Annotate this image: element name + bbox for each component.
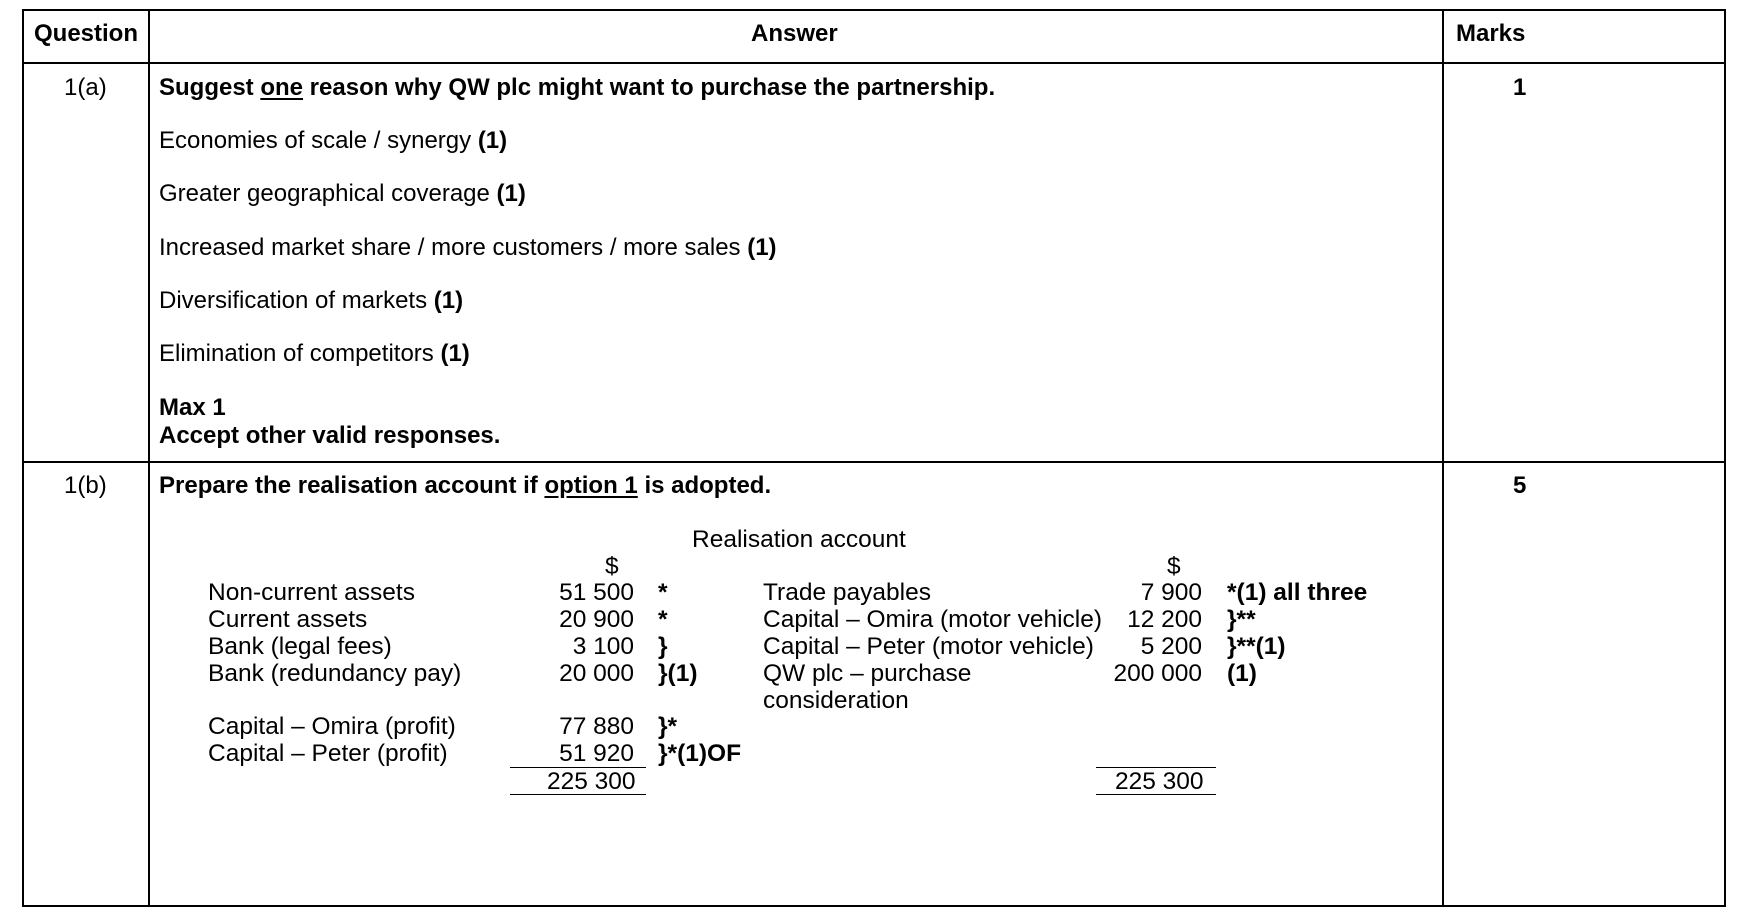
credit-label-continuation: consideration (763, 687, 909, 714)
debit-total: 225 300 (547, 768, 636, 795)
credit-amount: 200 000 (1113, 660, 1202, 687)
debit-amount: 20 900 (559, 606, 634, 633)
debit-mark-note: } (658, 633, 668, 660)
credit-mark-note: }**(1) (1227, 633, 1286, 660)
answer-item: Greater geographical coverage (1) (159, 180, 526, 207)
debit-amount: 77 880 (559, 713, 634, 740)
header-answer: Answer (751, 20, 838, 47)
question-marks: 5 (1513, 472, 1527, 499)
debit-label: Current assets (208, 606, 368, 633)
debit-mark-note: * (658, 579, 668, 606)
row-divider (24, 62, 1724, 64)
credit-amount: 12 200 (1127, 606, 1202, 633)
credit-amount: 5 200 (1140, 633, 1202, 660)
debit-amount: 51 920 (559, 740, 634, 767)
header-question: Question (34, 20, 139, 47)
debit-amount: 20 000 (559, 660, 634, 687)
credit-amount: 7 900 (1140, 579, 1202, 606)
account-title: Realisation account (692, 526, 906, 553)
question-marks: 1 (1513, 74, 1527, 101)
debit-label: Capital – Peter (profit) (208, 740, 448, 767)
debit-mark-note: }(1) (658, 660, 698, 687)
credit-label: Capital – Omira (motor vehicle) (763, 606, 1103, 633)
debit-label: Bank (legal fees) (208, 633, 392, 660)
debit-amount: 3 100 (572, 633, 634, 660)
debit-label: Bank (redundancy pay) (208, 660, 462, 687)
answer-item: Elimination of competitors (1) (159, 340, 470, 367)
question-number: 1(b) (64, 472, 107, 499)
debit-amount: 51 500 (559, 579, 634, 606)
credit-mark-note: *(1) all three (1227, 579, 1368, 606)
debit-mark-note: }* (658, 713, 678, 740)
row-divider (24, 461, 1724, 463)
debit-label: Non-current assets (208, 579, 415, 606)
question-number: 1(a) (64, 74, 107, 101)
credit-label: Trade payables (763, 579, 931, 606)
credit-mark-note: }** (1227, 606, 1256, 633)
credit-total: 225 300 (1115, 768, 1204, 795)
debit-mark-note: }*(1)OF (658, 740, 742, 767)
question-prompt: Suggest one reason why QW plc might want to purchase the partnership. (159, 74, 996, 101)
answer-item: Diversification of markets (1) (159, 287, 464, 314)
max-marks: Max 1 (159, 394, 226, 421)
total-rule (1096, 794, 1216, 795)
credit-label: Capital – Peter (motor vehicle) (763, 633, 1094, 660)
debit-currency-header: $ (605, 553, 619, 580)
column-divider (1442, 11, 1444, 905)
marking-note: Accept other valid responses. (159, 422, 501, 449)
total-rule (510, 794, 646, 795)
credit-currency-header: $ (1167, 553, 1181, 580)
column-divider (148, 11, 150, 905)
header-marks: Marks (1456, 20, 1526, 47)
credit-label: QW plc – purchase (763, 660, 972, 687)
answer-item: Increased market share / more customers / more sales (1) (159, 234, 777, 261)
question-prompt: Prepare the realisation account if option 1 is adopted. (159, 472, 772, 499)
credit-mark-note: (1) (1227, 660, 1257, 687)
answer-item: Economies of scale / synergy (1) (159, 127, 508, 154)
debit-mark-note: * (658, 606, 668, 633)
debit-label: Capital – Omira (profit) (208, 713, 456, 740)
